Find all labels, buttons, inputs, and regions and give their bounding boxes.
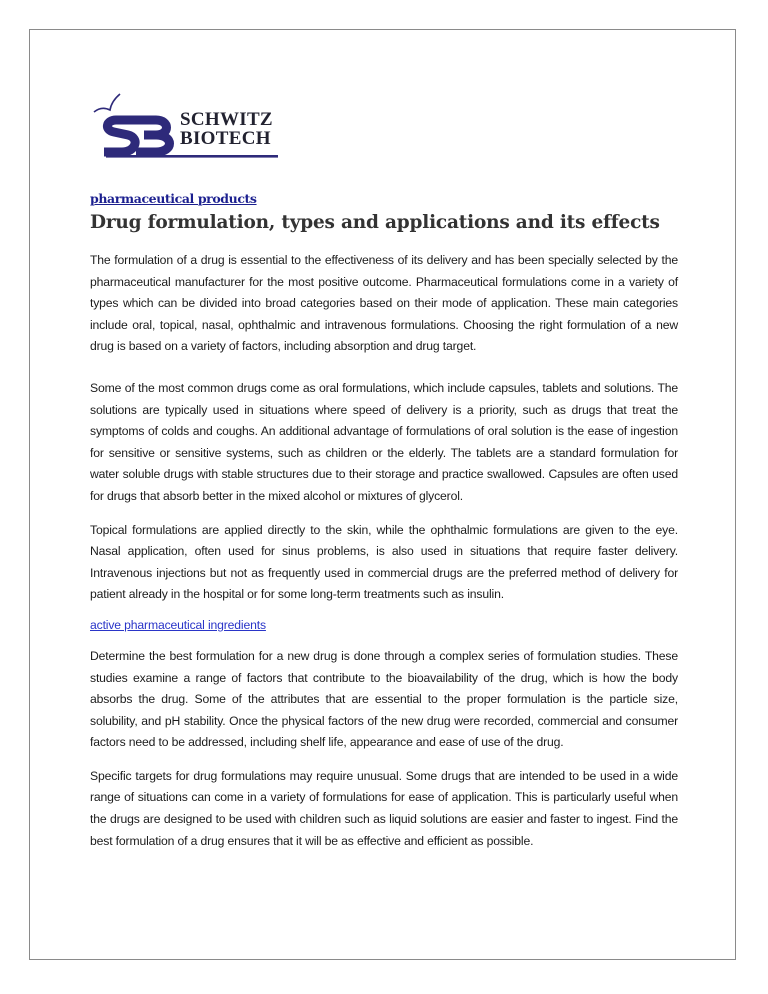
category-link[interactable]: pharmaceutical products [90,191,257,206]
article-title: Drug formulation, types and applications and its effects [90,212,660,233]
paragraph-topical: Topical formulations are applied directly to the skin, while the ophthalmic formulations are given to the eye. Nasal application, often used for sinus problems, is also used in situations that require faster delivery. Intravenous injections but not as frequently used in commercial drugs are the preferred method of delivery for patient already in the hospital or for some long-term treatments such as insulin. [90,522,678,602]
company-logo [92,90,282,162]
paragraph-intro: The formulation of a drug is essential to the effectiveness of its delivery and has been specially selected by the pharmaceutical manufacturer for the most positive outcome. Pharmaceutical formulations come in a variety of types which can be divided into broad categories based on their mode of application. These main categories include oral, topical, nasal, ophthalmic and intravenous formulations. Choosing the right formulation of a new drug is based on a variety of factors, including absorption and drug target. [90,253,678,354]
logo-line-1: SCHWITZ [180,109,273,130]
paragraph-oral: Some of the most common drugs come as oral formulations, which include capsules, tablets and solutions. The solutions are typically used in situations where speed of delivery is a priority, such as drugs that treat the symptoms of colds and coughs. An additional advantage of formulations of oral solution is the ease of ingestion for sensitive or sensitive systems, such as children or the elderly. The tablets are a standard formulation for water soluble drugs with stable structures due to their storage and practice swallowed. Capsules are often used for drugs that absorb better in the mixed alcohol or mixtures of glycerol. [90,380,678,503]
logo-line-2: BIOTECH [180,128,271,149]
logo-wordmark [180,110,273,148]
paragraph-formulation-studies: Determine the best formulation for a new drug is done through a complex series of formulation studies. These studies examine a range of factors that contribute to the bioavailability of the drug, which is how the body absorbs the drug. Some of the attributes that are essential to the proper formulation is the particle size, solubility, and pH stability. Once the physical factors of the new drug were recorded, commercial and consumer factors need to be addressed, including shelf life, appearance and ease of use of the drug. [90,648,678,750]
paragraph-specific-targets: Specific targets for drug formulations may require unusual. Some drugs that are intended to be used in a wide range of situations can come in a variety of formulations for ease of application. This is particularly useful when the drugs are designed to be used with children such as liquid solutions are easier and faster to ingest. Find the best formulation of a drug ensures that it will be as effective and efficient as possible. [90,768,678,848]
article [90,190,678,852]
api-link[interactable]: active pharmaceutical ingredients [90,617,266,632]
